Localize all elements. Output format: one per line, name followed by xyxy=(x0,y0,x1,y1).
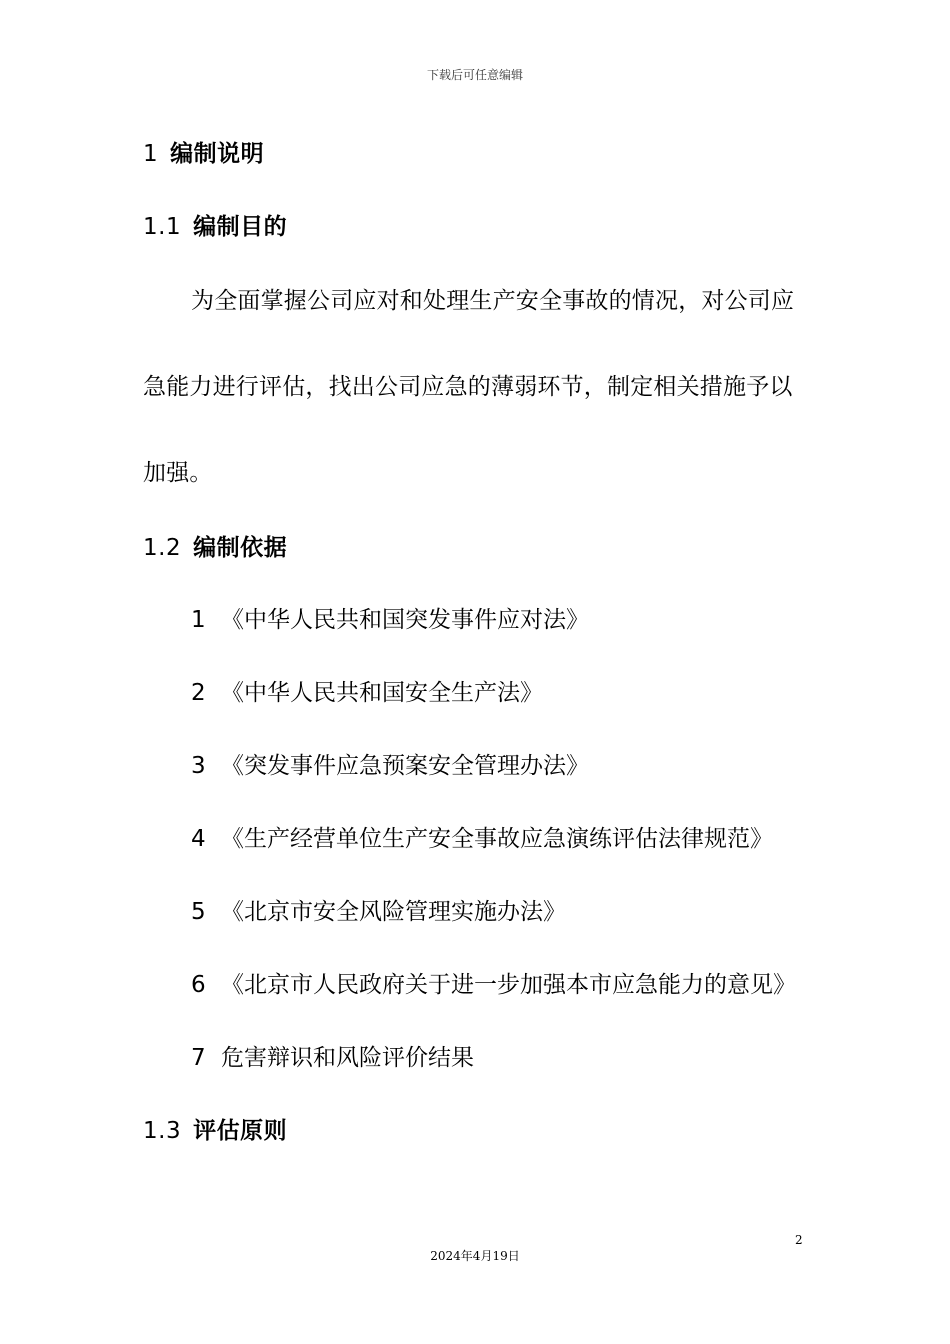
reference-text: 《中华人民共和国安全生产法》 xyxy=(221,680,543,706)
reference-number: 6 xyxy=(191,972,206,998)
reference-number: 5 xyxy=(191,899,206,925)
section-heading-1 xyxy=(143,135,264,168)
reference-number: 2 xyxy=(191,680,206,706)
header-note: 下载后可任意编辑 xyxy=(426,68,523,82)
section-title: 编制说明 xyxy=(170,141,265,167)
reference-item xyxy=(191,674,543,707)
reference-text: 《北京市人民政府关于进一步加强本市应急能力的意见》 xyxy=(221,972,796,998)
section-number: 1.2 xyxy=(143,535,182,561)
section-title: 编制依据 xyxy=(193,535,288,561)
reference-item xyxy=(191,820,773,853)
reference-item xyxy=(191,747,589,780)
reference-number: 7 xyxy=(191,1045,206,1071)
reference-number: 4 xyxy=(191,826,206,852)
footer-date: 2024年4月19日 xyxy=(430,1249,520,1263)
reference-number: 3 xyxy=(191,753,206,779)
section-title: 评估原则 xyxy=(193,1118,288,1144)
reference-item xyxy=(191,893,566,926)
reference-number: 1 xyxy=(191,607,206,633)
reference-text: 《中华人民共和国突发事件应对法》 xyxy=(221,607,589,633)
reference-text: 危害辩识和风险评价结果 xyxy=(221,1045,474,1071)
purpose-paragraph-line: 为全面掌握公司应对和处理生产安全事故的情况，对公司应 xyxy=(191,288,795,314)
section-number: 1 xyxy=(143,141,159,167)
purpose-paragraph-line: 急能力进行评估，找出公司应急的薄弱环节，制定相关措施予以 xyxy=(143,374,793,400)
section-heading-1-3 xyxy=(143,1112,287,1145)
reference-item xyxy=(191,601,589,634)
section-number: 1.3 xyxy=(143,1118,182,1144)
reference-text: 《北京市安全风险管理实施办法》 xyxy=(221,899,566,925)
page-number: 2 xyxy=(795,1233,803,1247)
section-heading-1-1 xyxy=(143,208,287,241)
reference-item xyxy=(191,966,796,999)
reference-text: 《生产经营单位生产安全事故应急演练评估法律规范》 xyxy=(221,826,773,852)
section-heading-1-2 xyxy=(143,529,287,562)
section-title: 编制目的 xyxy=(193,214,288,240)
section-number: 1.1 xyxy=(143,214,182,240)
reference-text: 《突发事件应急预案安全管理办法》 xyxy=(221,753,589,779)
reference-item xyxy=(191,1039,474,1072)
purpose-paragraph-line: 加强。 xyxy=(143,460,213,486)
